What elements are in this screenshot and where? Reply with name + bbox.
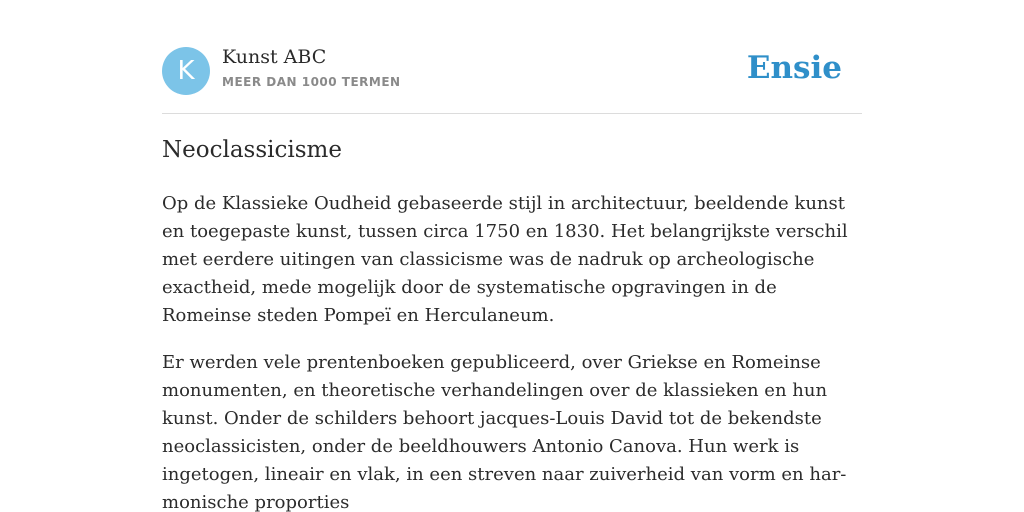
header	[162, 46, 862, 96]
term-card	[162, 46, 862, 512]
dictionary-subtitle: MEER DAN 1000 TERMEN	[222, 75, 401, 89]
description-paragraph: Op de Klassieke Oudheid gebaseerde stijl in architectuur, beeldende kunst en toegepaste kunst, tussen circa 1750 en 1830. Het belangrijkste verschil met eerdere uitingen van classicisme was de nadruk op archeologische exactheid, mede mogelijk door de systematische opgravingen in de Romeinse steden Pompeï en Herculaneum.	[162, 193, 848, 326]
divider	[162, 113, 862, 114]
description-paragraph: Er werden vele prentenboeken gepubliceerd, over Griekse en Romeinse monumenten, en theoretische verhandelingen over de klassieken en hun kunst. Onder de schilders behoort jacques-Louis David tot de bekendste neoclassicisten, onder de beeldhouwers Antonio Canova. Hun werk is ingetogen, lineair en vlak, in een streven naar zuiverheid van vorm en har-monische proporties	[162, 352, 847, 512]
term-description	[162, 190, 862, 512]
term-title: Neoclassicisme	[162, 137, 342, 163]
avatar[interactable]: K	[162, 47, 210, 95]
dictionary-title[interactable]: Kunst ABC	[222, 46, 327, 68]
ensie-logo[interactable]: Ensie	[746, 50, 842, 86]
